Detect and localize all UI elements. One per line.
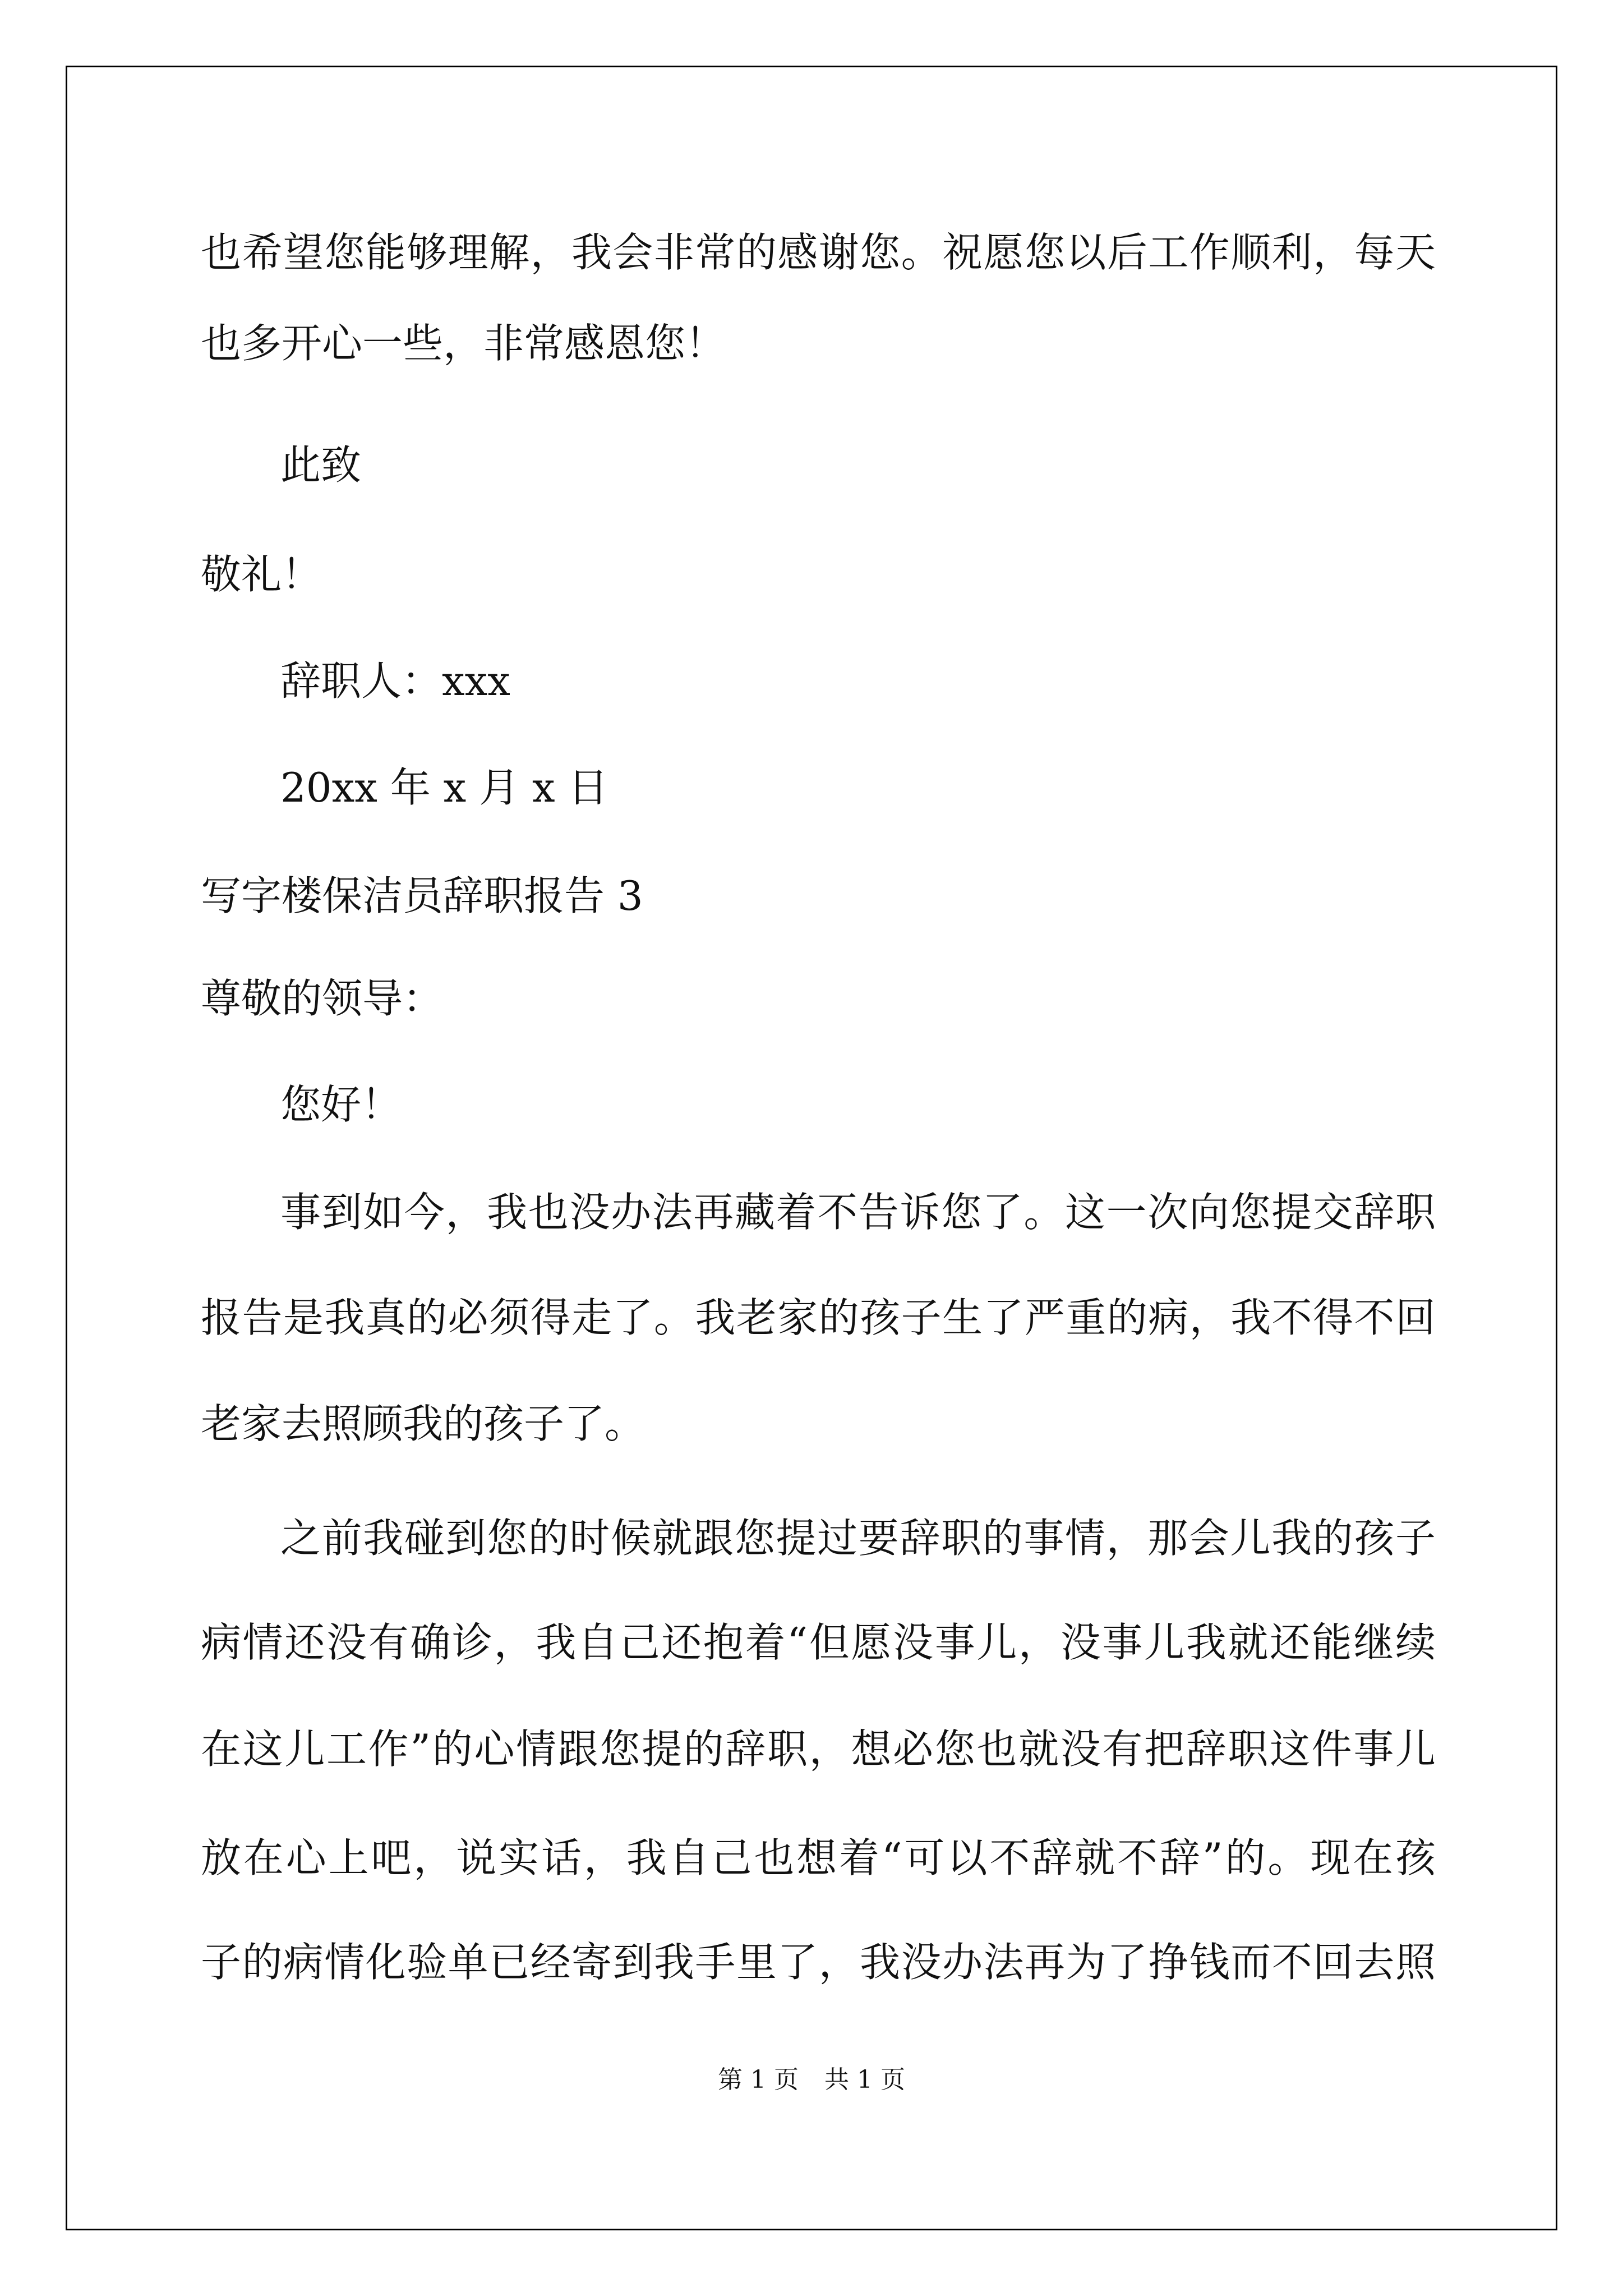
section-title: 写字楼保洁员辞职报告 3	[201, 872, 643, 919]
body-line: 子的病情化验单已经寄到我手里了，我没办法再为了挣钱而不回去照	[201, 1939, 1436, 1986]
body-line: 老家去照顾我的孩子了。	[201, 1400, 645, 1447]
signature-line: 辞职人：xxx	[280, 657, 510, 705]
body-line: 之前我碰到您的时候就跟您提过要辞职的事情，那会儿我的孩子	[280, 1515, 1436, 1562]
greeting: 您好！	[280, 1081, 402, 1128]
body-line: 也多开心一些，非常感恩您！	[201, 320, 726, 367]
body-line: 报告是我真的必须得走了。我老家的孩子生了严重的病，我不得不回	[201, 1294, 1436, 1341]
body-line: 也希望您能够理解，我会非常的感谢您。祝愿您以后工作顺利，每天	[201, 229, 1436, 276]
page-footer	[0, 2064, 1623, 2096]
body-line: 在这儿工作”的心情跟您提的辞职，想必您也就没有把辞职这件事儿	[201, 1726, 1436, 1773]
body-line: 事到如今，我也没办法再藏着不告诉您了。这一次向您提交辞职	[280, 1189, 1436, 1236]
date-line: 20xx 年 x 月 x 日	[280, 764, 608, 811]
body-line: 病情还没有确诊，我自己还抱着“但愿没事儿，没事儿我就还能继续	[201, 1619, 1436, 1666]
body-line: 放在心上吧，说实话，我自己也想着“可以不辞就不辞”的。现在孩	[201, 1834, 1436, 1881]
page-total: 共 1 页	[824, 2065, 905, 2094]
closing-salutation: 此致	[280, 441, 362, 489]
page-number: 第 1 页	[718, 2065, 799, 2094]
closing-regards: 敬礼！	[201, 551, 322, 598]
page-border	[66, 66, 1557, 2230]
greeting-recipient: 尊敬的领导：	[201, 975, 444, 1022]
